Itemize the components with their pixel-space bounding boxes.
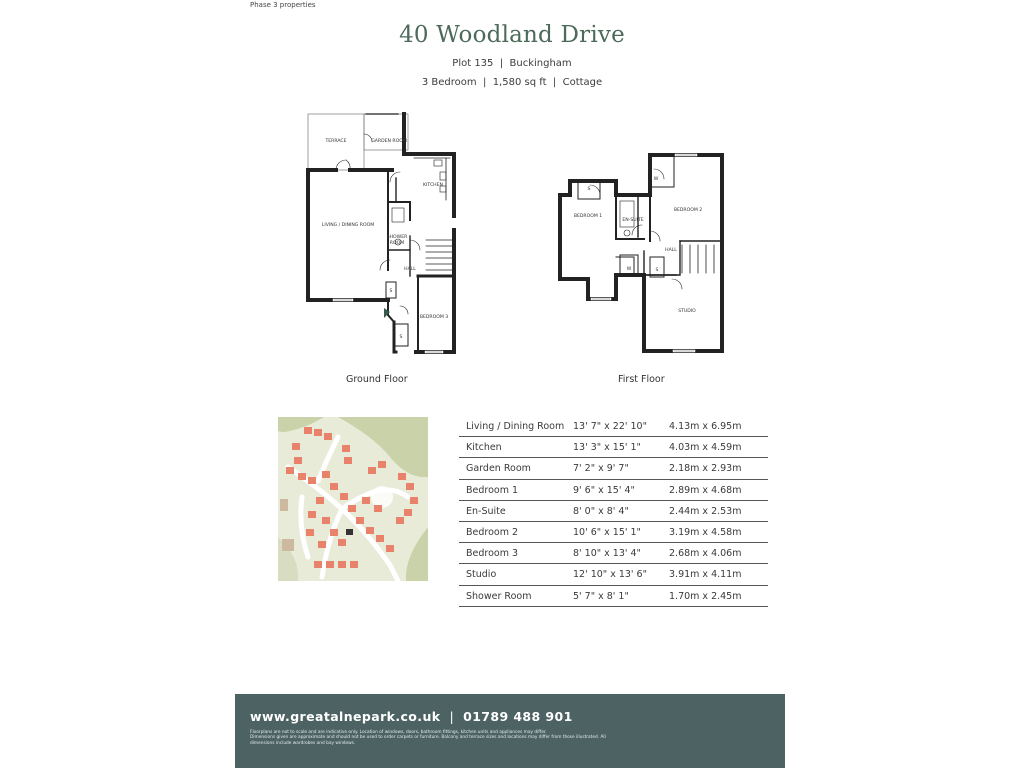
room-label-shower-room-2: ROOM	[389, 241, 405, 246]
table-row	[459, 416, 768, 437]
room-label-store: S	[587, 187, 591, 192]
disclaimer-line: dimensions include wardrobes and bay windows.	[250, 740, 356, 746]
ground-floor-plan	[300, 110, 480, 360]
room-label-studio: STUDIO	[678, 309, 696, 314]
room-imperial: 12' 10" x 13' 6"	[573, 569, 647, 581]
property-style: Cottage	[562, 77, 603, 88]
footer-contact	[250, 709, 573, 724]
room-imperial: 13' 7" x 22' 10"	[573, 421, 647, 432]
website-link[interactable]: www.greatalnepark.co.uk	[250, 709, 441, 724]
table-row	[459, 480, 768, 501]
room-metric: 4.13m x 6.95m	[669, 421, 742, 432]
floor-area: 1,580 sq ft	[492, 77, 547, 88]
room-label-shower-room: SHOWER	[386, 235, 408, 240]
room-label-store: S	[655, 268, 659, 273]
separator: |	[482, 77, 487, 88]
room-name: Living / Dining Room	[466, 421, 565, 432]
room-label-ensuite: EN-SUITE	[622, 218, 644, 223]
first-floor-plan	[550, 145, 730, 360]
site-plan-map	[278, 417, 428, 581]
room-label-wardrobe: W	[653, 177, 659, 182]
room-imperial: 8' 0" x 8' 4"	[573, 505, 629, 517]
room-metric: 4.03m x 4.59m	[669, 442, 742, 454]
room-label-bedroom-2: BEDROOM 2	[673, 208, 703, 213]
disclaimer-line: Dimensions given are approximate and should not be used to order carpets or furniture. Balcony and terrace sizes and locations may differ from those illustrated. All	[250, 735, 606, 741]
room-name: Shower Room	[466, 590, 532, 602]
room-imperial: 8' 10" x 13' 4"	[573, 548, 641, 560]
phase-label: Phase 3 properties	[250, 1, 316, 9]
room-label-living-dining: LIVING / DINING ROOM	[321, 223, 375, 228]
plot-number: Plot 135	[452, 58, 494, 69]
room-label-garden-room: GARDEN ROOM	[371, 139, 407, 144]
room-name: Studio	[466, 569, 497, 581]
room-label-store: S	[399, 335, 403, 340]
room-name: En-Suite	[466, 505, 506, 517]
room-imperial: 9' 6" x 15' 4"	[573, 484, 635, 496]
room-imperial: 5' 7" x 8' 1"	[573, 590, 629, 602]
room-name: Bedroom 3	[466, 548, 519, 560]
ground-floor-label: Ground Floor	[346, 374, 408, 385]
room-metric: 2.18m x 2.93m	[669, 463, 742, 475]
room-metric: 3.19m x 4.58m	[669, 526, 742, 538]
room-name: Bedroom 1	[466, 484, 519, 496]
table-row	[459, 564, 768, 585]
room-name: Garden Room	[466, 463, 531, 475]
bedroom-count: 3 Bedroom	[421, 77, 477, 88]
plot-info-line	[0, 58, 1024, 69]
room-label-wardrobe: W	[626, 267, 632, 272]
table-row	[459, 522, 768, 543]
separator: |	[449, 709, 455, 724]
room-dimensions-table	[459, 416, 768, 607]
room-label-terrace: TERRACE	[325, 139, 347, 144]
room-imperial: 10' 6" x 15' 1"	[573, 526, 641, 538]
footer-banner	[235, 694, 785, 768]
table-row	[459, 458, 768, 479]
room-name: Bedroom 2	[466, 526, 519, 538]
table-row	[459, 586, 768, 607]
room-label-hall: HALL	[404, 267, 416, 272]
room-imperial: 7' 2" x 9' 7"	[573, 463, 629, 475]
room-label-bedroom-1: BEDROOM 1	[573, 214, 603, 219]
property-title: 40 Woodland Drive	[399, 22, 625, 48]
separator: |	[552, 77, 557, 88]
property-spec-line	[0, 77, 1024, 88]
room-metric: 1.70m x 2.45m	[669, 590, 742, 602]
room-metric: 3.91m x 4.11m	[669, 569, 742, 581]
disclaimer-text	[250, 730, 780, 746]
table-row	[459, 543, 768, 564]
phone-number[interactable]: 01789 488 901	[463, 709, 573, 724]
room-label-hall: HALL	[665, 248, 677, 253]
room-name: Kitchen	[466, 442, 502, 454]
room-metric: 2.68m x 4.06m	[669, 548, 742, 560]
disclaimer-line: Floorplans are not to scale and are indicative only. Location of windows, doors, bathroom fittings, kitchen units and appliances may differ.	[250, 730, 547, 735]
room-label-store: S	[389, 289, 393, 294]
table-row	[459, 437, 768, 458]
room-label-bedroom-3: BEDROOM 3	[419, 315, 449, 320]
room-metric: 2.44m x 2.53m	[669, 505, 742, 517]
separator: |	[499, 58, 504, 69]
room-metric: 2.89m x 4.68m	[669, 484, 742, 496]
table-row	[459, 501, 768, 522]
first-floor-label: First Floor	[618, 374, 665, 385]
room-imperial: 13' 3" x 15' 1"	[573, 442, 641, 454]
house-type: Buckingham	[509, 58, 572, 69]
room-label-kitchen: KITCHEN	[423, 183, 443, 188]
